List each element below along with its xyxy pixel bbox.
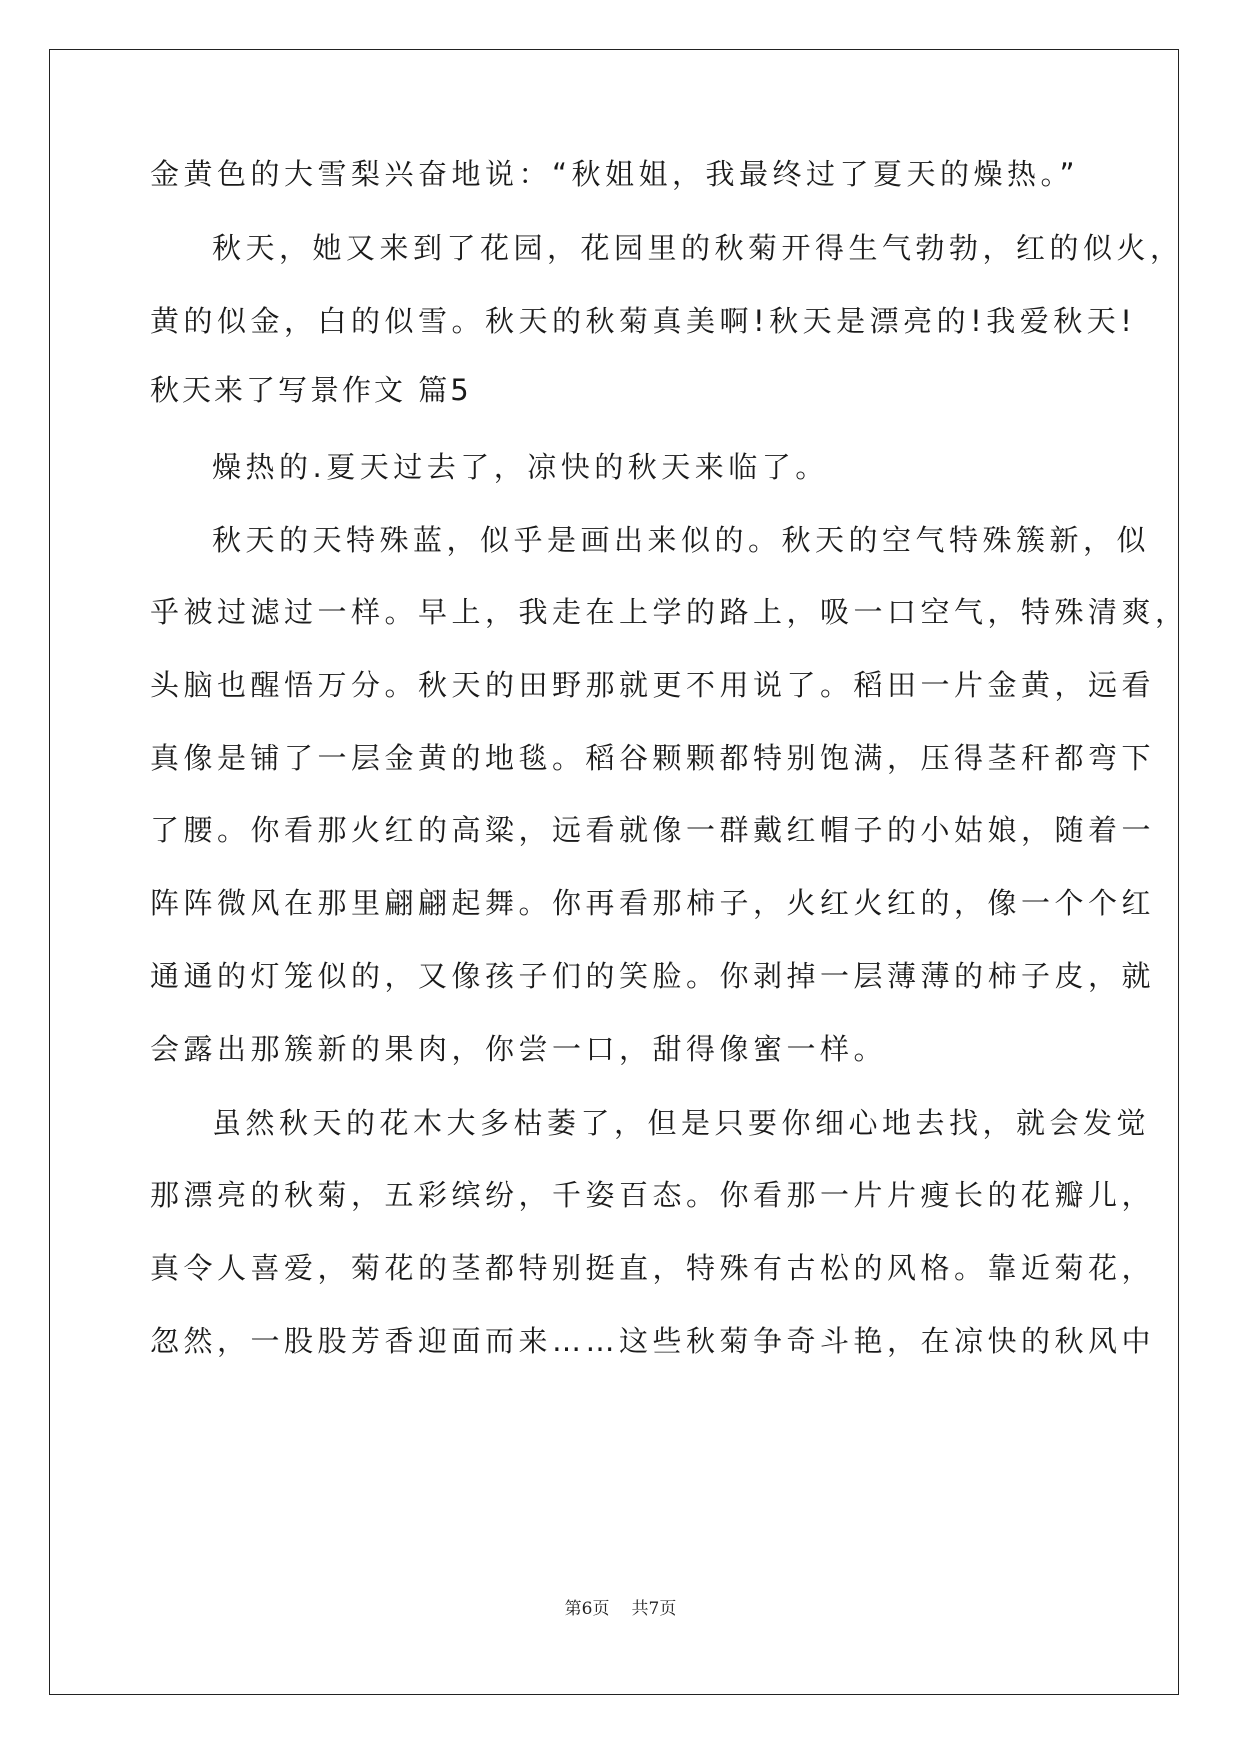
text-line: 金黄色的大雪梨兴奋地说：“秋姐姐，我最终过了夏天的燥热。” <box>150 157 1080 191</box>
section-heading: 秋天来了写景作文 篇5 <box>150 373 472 407</box>
text-line: 真像是铺了一层金黄的地毯。稻谷颗颗都特别饱满，压得茎秆都弯下 <box>150 741 1156 775</box>
page-footer <box>0 1594 1241 1619</box>
text-line: 会露出那簇新的果肉，你尝一口，甜得像蜜一样。 <box>150 1032 888 1066</box>
text-line: 黄的似金，白的似雪。秋天的秋菊真美啊!秋天是漂亮的!我爱秋天! <box>150 304 1137 338</box>
text-line: 乎被过滤过一样。早上，我走在上学的路上，吸一口空气，特殊清爽， <box>150 595 1189 629</box>
text-line: 通通的灯笼似的，又像孩子们的笑脸。你剥掉一层薄薄的柿子皮，就 <box>150 959 1156 993</box>
text-line: 真令人喜爱，菊花的茎都特别挺直，特殊有古松的风格。靠近菊花， <box>150 1251 1156 1285</box>
text-line: 头脑也醒悟万分。秋天的田野那就更不用说了。稻田一片金黄，远看 <box>150 668 1156 702</box>
paragraph-start-line: 秋天的天特殊蓝，似乎是画出来似的。秋天的空气特殊簇新，似 <box>212 523 1151 557</box>
page-number-total: 共7页 <box>631 1599 677 1619</box>
text-line: 忽然，一股股芳香迎面而来……这些秋菊争奇斗艳，在凉快的秋风中 <box>150 1324 1156 1358</box>
paragraph-start-line: 虽然秋天的花木大多枯萎了，但是只要你细心地去找，就会发觉 <box>212 1106 1151 1140</box>
page-border <box>49 49 1179 1695</box>
paragraph-start-line: 燥热的.夏天过去了，凉快的秋天来临了。 <box>212 450 829 484</box>
text-line: 了腰。你看那火红的高粱，远看就像一群戴红帽子的小姑娘，随着一 <box>150 813 1156 847</box>
page-number-current: 第6页 <box>564 1599 610 1619</box>
text-line: 阵阵微风在那里翩翩起舞。你再看那柿子，火红火红的，像一个个红 <box>150 886 1156 920</box>
paragraph-start-line: 秋天，她又来到了花园，花园里的秋菊开得生气勃勃，红的似火， <box>212 231 1184 265</box>
text-line: 那漂亮的秋菊，五彩缤纷，千姿百态。你看那一片片瘦长的花瓣儿， <box>150 1178 1156 1212</box>
